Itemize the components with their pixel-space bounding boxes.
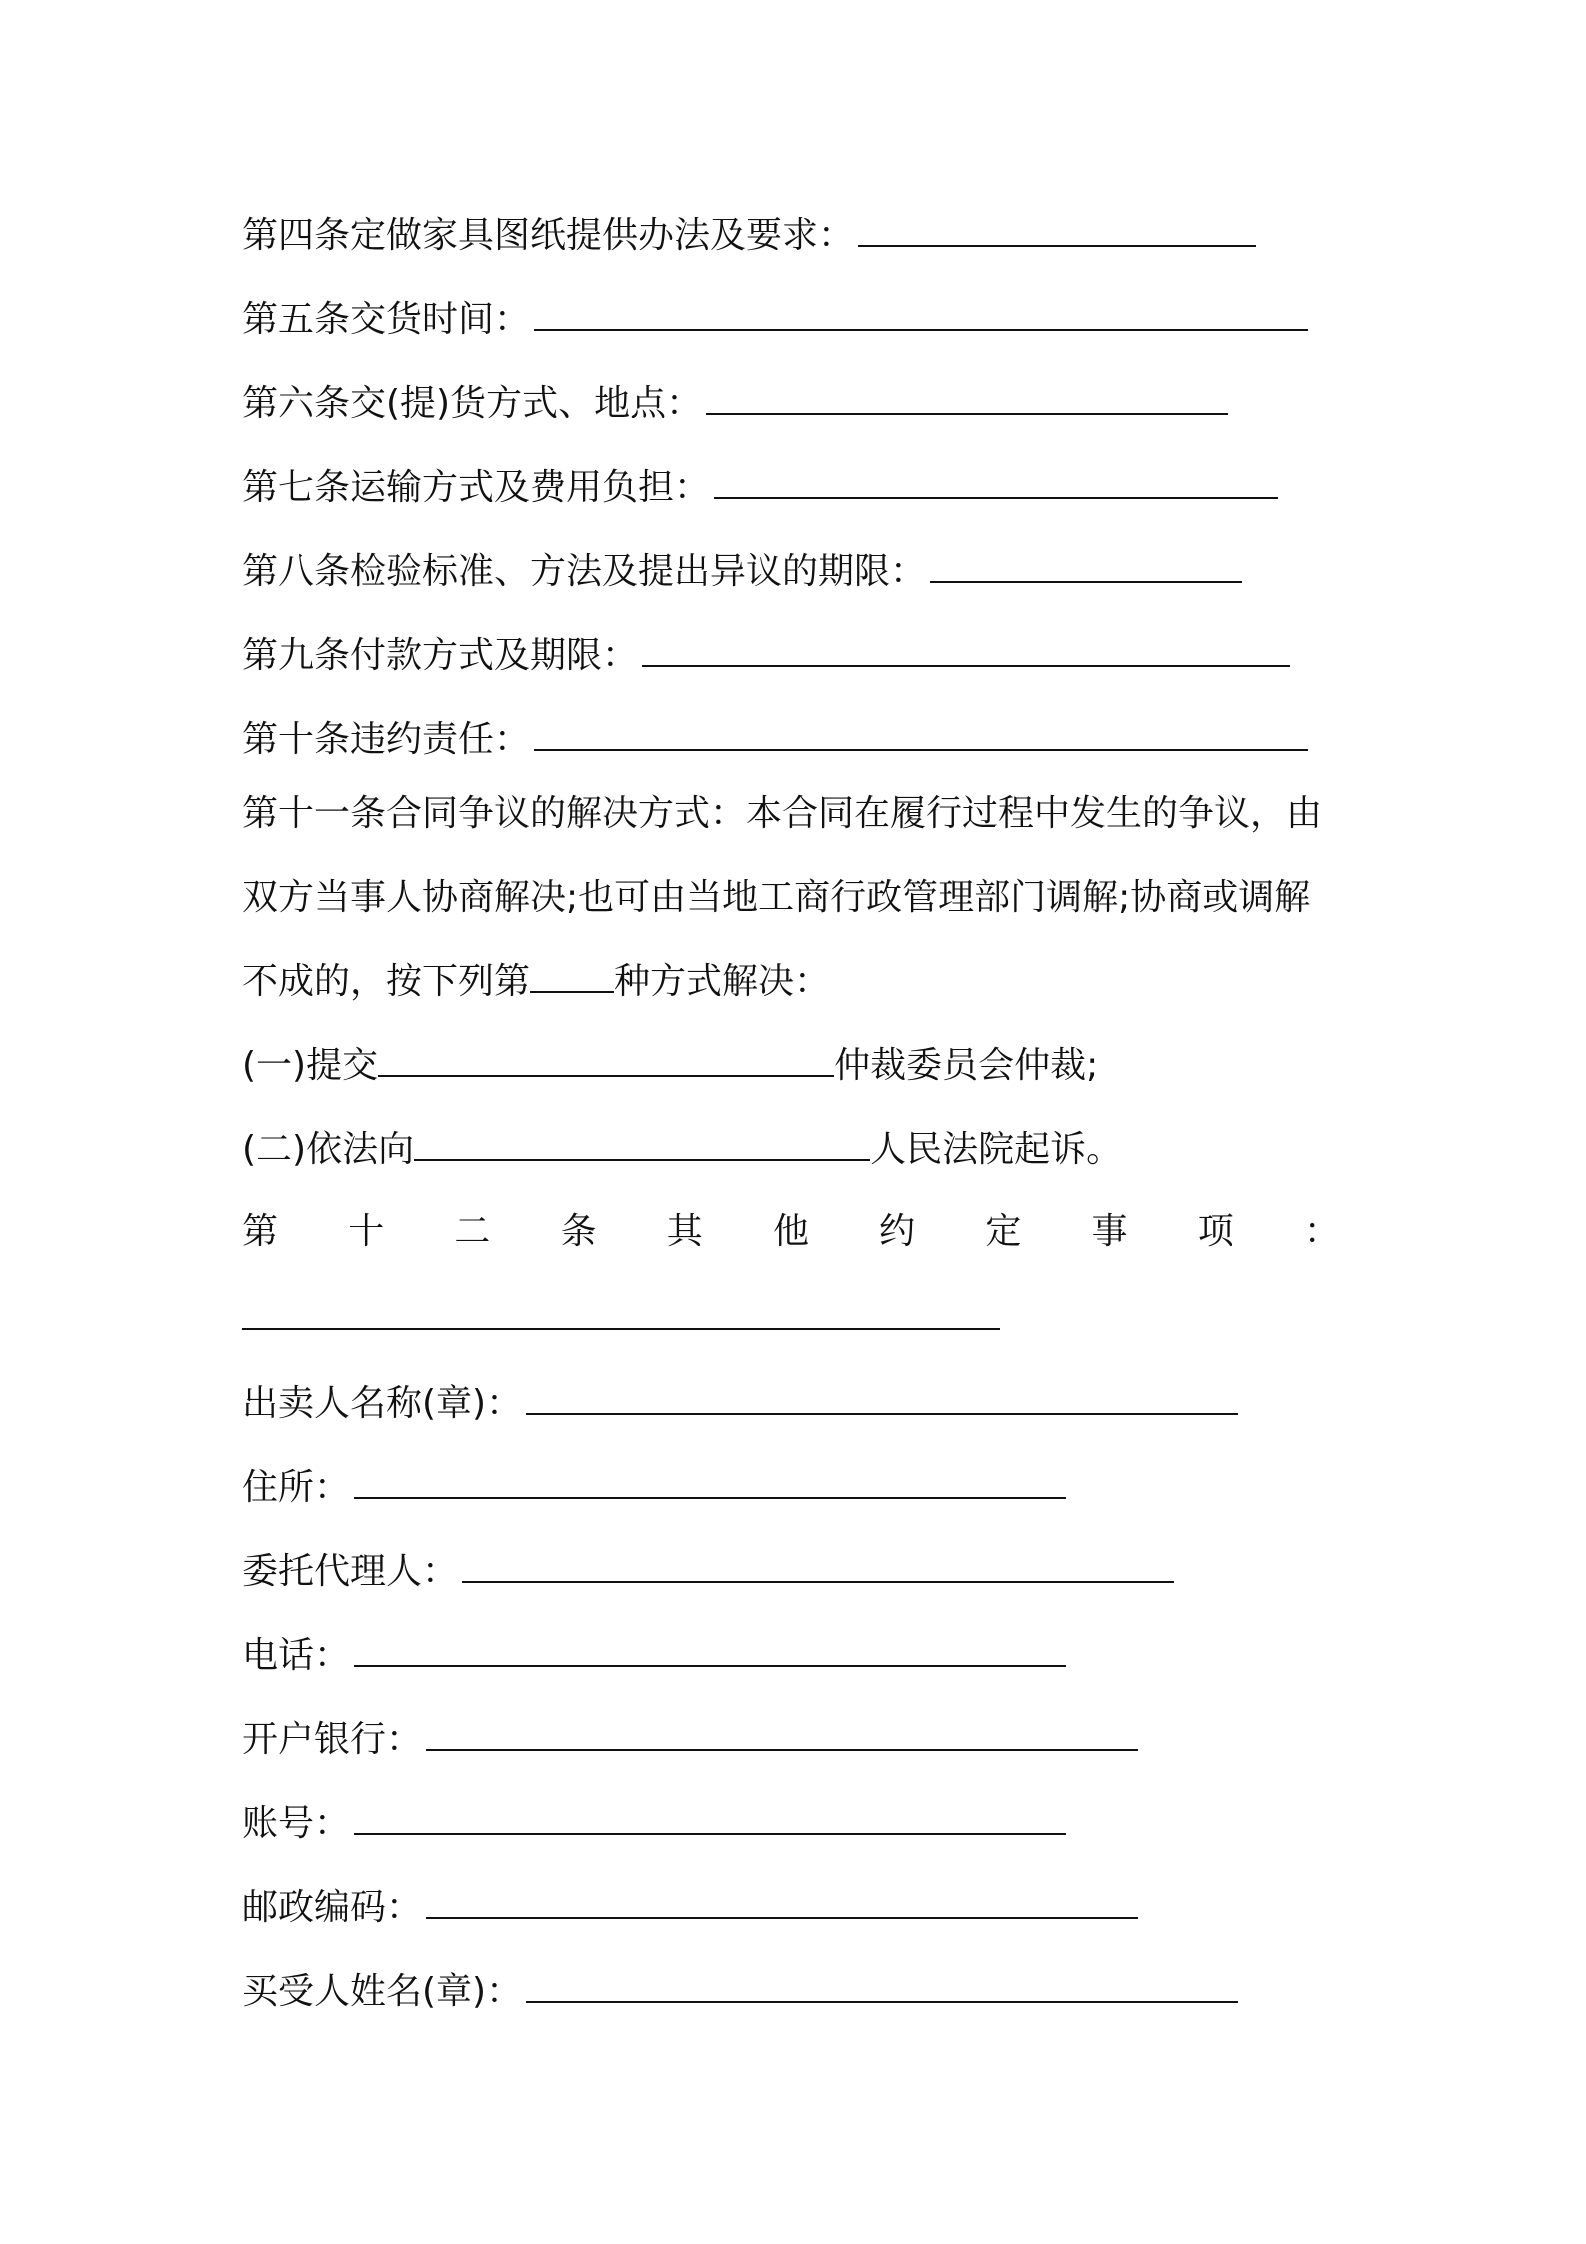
clause-4-blank[interactable] [858,215,1256,247]
option-2-post: 人民法院起诉。 [870,1129,1123,1170]
seller-name [242,1380,1238,1428]
clause-8-blank[interactable] [930,551,1242,583]
seller-bank [242,1716,1138,1764]
clause-11-line-1: 第十一条合同争议的解决方式：本合同在履行过程中发生的争议，由 [242,793,1323,834]
clause-12-char: 十 [348,1211,385,1252]
seller-name-blank[interactable] [526,1383,1238,1415]
option-2-pre: (二)依法向 [242,1129,415,1170]
clause-5 [242,296,1308,344]
clause-10 [242,716,1308,764]
clause-11-line-3-post: 种方式解决： [614,961,831,1002]
seller-bank-blank[interactable] [426,1719,1138,1751]
seller-address [242,1464,1066,1512]
clause-5-label: 第五条交货时间： [242,299,531,340]
clause-11-line-3 [242,958,830,1006]
seller-name-label: 出卖人名称(章)： [242,1383,523,1424]
seller-account-label: 账号： [242,1803,351,1844]
option-1 [242,1042,1098,1090]
clause-6 [242,380,1228,428]
option-2-blank[interactable] [414,1129,870,1161]
seller-account [242,1800,1066,1848]
buyer-name [242,1968,1238,2016]
clause-12-char: 约 [879,1211,916,1252]
seller-address-blank[interactable] [354,1467,1066,1499]
clause-12-char: 二 [454,1211,491,1252]
clause-12-blank[interactable] [242,1328,1000,1330]
seller-phone-blank[interactable] [354,1635,1066,1667]
clause-8-label: 第八条检验标准、方法及提出异议的期限： [242,551,927,592]
seller-agent [242,1548,1174,1596]
clause-6-label: 第六条交(提)货方式、地点： [242,383,703,424]
clause-7-label: 第七条运输方式及费用负担： [242,467,711,508]
clause-12-char: ： [1303,1211,1340,1252]
clause-7-blank[interactable] [714,467,1278,499]
clause-9-blank[interactable] [642,635,1290,667]
clause-11-choice-blank[interactable] [530,961,614,993]
option-1-pre: (一)提交 [242,1045,379,1086]
option-1-post: 仲裁委员会仲裁; [834,1045,1099,1086]
seller-postcode-label: 邮政编码： [242,1887,423,1928]
clause-7 [242,464,1278,512]
seller-account-blank[interactable] [354,1803,1066,1835]
clause-12-heading [242,1208,1340,1256]
buyer-name-blank[interactable] [526,1971,1238,2003]
clause-12-char: 条 [560,1211,597,1252]
seller-agent-blank[interactable] [462,1551,1174,1583]
seller-agent-label: 委托代理人： [242,1551,459,1592]
seller-phone-label: 电话： [242,1635,351,1676]
clause-9 [242,632,1290,680]
clause-4 [242,212,1256,260]
clause-8 [242,548,1242,596]
clause-10-blank[interactable] [534,719,1308,751]
clause-12-char: 其 [666,1211,703,1252]
option-2 [242,1126,1122,1174]
clause-12-char: 定 [985,1211,1022,1252]
seller-bank-label: 开户银行： [242,1719,423,1760]
seller-postcode-blank[interactable] [426,1887,1138,1919]
clause-11-line-3-pre: 不成的，按下列第 [242,961,531,1002]
buyer-name-label: 买受人姓名(章)： [242,1971,523,2012]
clause-12-char: 他 [772,1211,809,1252]
clause-6-blank[interactable] [706,383,1228,415]
clause-11-line-2: 双方当事人协商解决;也可由当地工商行政管理部门调解;协商或调解 [242,877,1311,918]
clause-10-label: 第十条违约责任： [242,719,531,760]
clause-9-label: 第九条付款方式及期限： [242,635,639,676]
seller-phone [242,1632,1066,1680]
option-1-blank[interactable] [378,1045,834,1077]
clause-12-char: 第 [242,1211,279,1252]
seller-postcode [242,1884,1138,1932]
clause-5-blank[interactable] [534,299,1308,331]
clause-12-char: 事 [1091,1211,1128,1252]
clause-4-label: 第四条定做家具图纸提供办法及要求： [242,215,855,256]
seller-address-label: 住所： [242,1467,351,1508]
clause-12-char: 项 [1197,1211,1234,1252]
